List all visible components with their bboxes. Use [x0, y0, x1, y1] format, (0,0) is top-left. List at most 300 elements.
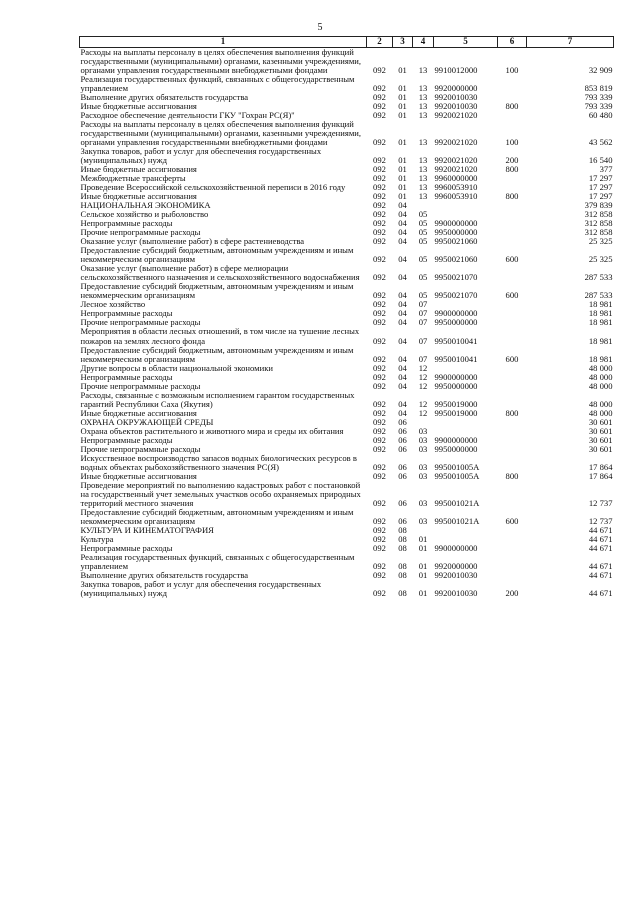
row-expense-type: 800 — [505, 101, 519, 112]
row-section: 04 — [398, 218, 407, 229]
table-row — [80, 48, 614, 76]
row-subsection: 03 — [418, 443, 428, 454]
row-expense-type — [498, 418, 527, 427]
row-section: 04 — [398, 290, 407, 301]
row-subsection: 05 — [418, 218, 428, 229]
row-subsection: 03 — [418, 461, 428, 472]
row-section: 04 — [398, 227, 407, 238]
row-name: ОХРАНА ОКРУЖАЮЩЕЙ СРЕДЫ — [80, 416, 214, 427]
row-section: 04 — [398, 335, 407, 346]
row-subsection: 13 — [418, 110, 428, 121]
row-section: 08 — [398, 542, 407, 553]
row-amount: 44 671 — [588, 560, 613, 571]
row-expense-type: 100 — [505, 137, 519, 148]
row-name: Реализация государственных функций, связанных с общегосударственным управлением — [80, 551, 355, 571]
row-subsection: 13 — [418, 83, 428, 94]
row-name: Расходы, связанные с возможным исполнением гарантом государственных гарантий Республики Саха (Якутия) — [80, 389, 355, 409]
row-amount: 377 — [599, 164, 613, 175]
table-row — [80, 526, 614, 535]
row-target-article: 9900000000 — [434, 218, 478, 229]
row-subsection: 13 — [418, 173, 428, 184]
row-section: 01 — [398, 164, 407, 175]
header-col-3: 3 — [393, 37, 413, 48]
row-target-article: 9920021020 — [434, 110, 478, 121]
row-name: Реализация государственных функций, связанных с общегосударственным управлением — [80, 74, 355, 94]
row-chapter: 092 — [373, 83, 386, 94]
row-expense-type: 800 — [505, 164, 519, 175]
row-chapter: 092 — [373, 443, 386, 454]
row-expense-type — [498, 571, 527, 580]
row-name: Предоставление субсидий бюджетным, автономным учреждениям и иным некоммерческим организациям — [80, 281, 354, 301]
row-section: 04 — [398, 317, 407, 328]
row-subsection: 01 — [418, 569, 428, 580]
table-row — [80, 391, 614, 409]
row-name: Выполнение других обязательств государства — [80, 92, 249, 103]
row-chapter: 092 — [373, 362, 386, 373]
row-name: Непрограммные расходы — [80, 218, 173, 229]
row-amount: 48 000 — [588, 380, 613, 391]
row-subsection: 12 — [418, 398, 428, 409]
row-amount: 44 671 — [588, 542, 613, 553]
row-expense-type — [498, 201, 527, 210]
row-section: 08 — [398, 569, 407, 580]
row-name: Непрограммные расходы — [80, 434, 173, 445]
row-section: 04 — [398, 209, 407, 220]
row-section: 06 — [398, 461, 407, 472]
row-section: 04 — [398, 299, 407, 310]
row-amount: 287 533 — [584, 272, 613, 283]
row-amount: 18 981 — [588, 353, 613, 364]
row-expense-type: 200 — [505, 587, 519, 598]
row-subsection: 05 — [418, 227, 428, 238]
row-name: КУЛЬТУРА И КИНЕМАТОГРАФИЯ — [80, 524, 214, 535]
row-target-article: 9920021020 — [434, 137, 478, 148]
row-expense-type: 600 — [505, 515, 519, 526]
row-target-article: 995001005А — [434, 470, 480, 481]
row-section: 01 — [398, 65, 407, 76]
row-name: Оказание услуг (выполнение работ) в сфере мелиорации сельскохозяйственного назначения и сельскохозяйственного водоснабжения — [80, 263, 360, 283]
row-name: Закупка товаров, работ и услуг для обеспечения государственных (муниципальных) нужд — [80, 146, 322, 166]
row-name: Иные бюджетные ассигнования — [80, 407, 197, 418]
row-chapter: 092 — [373, 560, 386, 571]
row-expense-type — [498, 553, 527, 571]
row-target-article: 9950021070 — [434, 290, 478, 301]
row-name: Расходное обеспечение деятельности ГКУ "Гохран РС(Я)" — [80, 110, 295, 121]
row-chapter: 092 — [373, 137, 386, 148]
row-section: 06 — [398, 434, 407, 445]
row-amount: 12 737 — [588, 515, 613, 526]
row-amount: 287 533 — [584, 290, 613, 301]
row-expense-type — [498, 219, 527, 228]
row-chapter: 092 — [373, 290, 386, 301]
row-expense-type: 200 — [505, 155, 519, 166]
row-subsection: 01 — [418, 542, 428, 553]
table-row — [80, 553, 614, 571]
row-expense-type — [498, 544, 527, 553]
row-subsection: 01 — [418, 533, 428, 544]
row-section: 01 — [398, 182, 407, 193]
row-amount: 18 981 — [588, 317, 613, 328]
row-name: Оказание услуг (выполнение работ) в сфере растениеводства — [80, 236, 305, 247]
row-chapter: 092 — [373, 533, 386, 544]
row-target-article: 9950019000 — [434, 407, 478, 418]
row-amount: 48 000 — [588, 398, 613, 409]
row-subsection: 07 — [418, 299, 428, 310]
row-amount: 793 339 — [584, 92, 613, 103]
table-row — [80, 454, 614, 472]
table-row — [80, 508, 614, 526]
row-chapter: 092 — [373, 569, 386, 580]
row-chapter: 092 — [373, 182, 386, 193]
row-amount: 30 601 — [588, 425, 613, 436]
row-section: 08 — [398, 524, 407, 535]
row-target-article: 995001005А — [434, 461, 480, 472]
row-expense-type — [498, 309, 527, 318]
row-amount: 17 864 — [588, 470, 613, 481]
row-name: Межбюджетные трансферты — [80, 173, 186, 184]
row-amount: 17 297 — [588, 182, 613, 193]
header-col-5: 5 — [434, 37, 498, 48]
row-section: 04 — [398, 362, 407, 373]
row-expense-type — [498, 237, 527, 246]
row-expense-type — [498, 382, 527, 391]
row-amount: 32 909 — [588, 65, 613, 76]
row-amount: 17 297 — [588, 173, 613, 184]
row-amount: 30 601 — [588, 434, 613, 445]
row-chapter: 092 — [373, 299, 386, 310]
row-name: Прочие непрограммные расходы — [80, 317, 201, 328]
row-amount: 30 601 — [588, 416, 613, 427]
row-expense-type — [498, 436, 527, 445]
row-chapter: 092 — [373, 416, 386, 427]
row-target-article: 9950021060 — [434, 254, 478, 265]
row-target-article: 9920000000 — [434, 560, 478, 571]
row-section: 08 — [398, 560, 407, 571]
row-chapter: 092 — [373, 200, 386, 211]
row-amount: 48 000 — [588, 407, 613, 418]
row-target-article: 9900000000 — [434, 371, 478, 382]
row-chapter: 092 — [373, 227, 386, 238]
row-target-article: 9950021060 — [434, 236, 478, 247]
row-amount: 25 325 — [588, 236, 613, 247]
row-subsection: 07 — [418, 353, 428, 364]
row-chapter: 092 — [373, 434, 386, 445]
row-subsection: 03 — [418, 515, 428, 526]
row-subsection: 03 — [418, 497, 428, 508]
row-target-article: 9920021020 — [434, 155, 478, 166]
row-target-article: 9920010030 — [434, 587, 478, 598]
row-expense-type — [498, 535, 527, 544]
row-chapter: 092 — [373, 470, 386, 481]
row-section: 06 — [398, 497, 407, 508]
row-chapter: 092 — [373, 317, 386, 328]
row-subsection: 13 — [418, 137, 428, 148]
row-name: Проведение мероприятий по выполнению кадастровых работ с постановкой на государственный учет земельных участков особо охраняемых природных территорий местного значения — [80, 479, 361, 508]
row-name: Сельское хозяйство и рыболовство — [80, 209, 209, 220]
row-expense-type — [498, 318, 527, 327]
row-name: Лесное хозяйство — [80, 299, 146, 310]
row-name: Другие вопросы в области национальной экономики — [80, 362, 273, 373]
row-section: 01 — [398, 137, 407, 148]
row-chapter: 092 — [373, 92, 386, 103]
row-section: 01 — [398, 101, 407, 112]
header-col-1: 1 — [80, 37, 367, 48]
row-target-article: 9900000000 — [434, 542, 478, 553]
row-section: 06 — [398, 515, 407, 526]
row-chapter: 092 — [373, 353, 386, 364]
row-target-article: 9950000000 — [434, 380, 478, 391]
row-target-article — [434, 201, 498, 210]
row-target-article: 9950000000 — [434, 227, 478, 238]
row-chapter: 092 — [373, 191, 386, 202]
row-target-article — [434, 418, 498, 427]
row-section: 01 — [398, 92, 407, 103]
row-amount: 312 858 — [584, 209, 613, 220]
row-name: Выполнение других обязательств государства — [80, 569, 249, 580]
row-section: 08 — [398, 533, 407, 544]
header-col-4: 4 — [413, 37, 434, 48]
row-subsection: 12 — [418, 380, 428, 391]
row-chapter: 092 — [373, 254, 386, 265]
row-expense-type: 100 — [505, 65, 519, 76]
row-section: 08 — [398, 587, 407, 598]
row-chapter: 092 — [373, 587, 386, 598]
row-subsection: 13 — [418, 182, 428, 193]
table-row — [80, 481, 614, 508]
table-header-row — [80, 37, 614, 48]
row-target-article: 9900000000 — [434, 434, 478, 445]
row-chapter: 092 — [373, 380, 386, 391]
row-target-article: 9960000000 — [434, 173, 478, 184]
row-section: 01 — [398, 155, 407, 166]
row-expense-type — [498, 75, 527, 93]
row-amount: 16 540 — [588, 155, 613, 166]
row-section: 04 — [398, 398, 407, 409]
row-name: Проведение Всероссийской сельскохозяйственной переписи в 2016 году — [80, 182, 346, 193]
row-chapter: 092 — [373, 371, 386, 382]
row-name: Мероприятия в области лесных отношений, в том числе на тушение лесных пожаров на землях лесного фонда — [80, 326, 360, 346]
row-chapter: 092 — [373, 110, 386, 121]
row-subsection: 05 — [418, 209, 428, 220]
row-name: Иные бюджетные ассигнования — [80, 164, 197, 175]
row-name: Иные бюджетные ассигнования — [80, 470, 197, 481]
row-section: 04 — [398, 353, 407, 364]
row-name: Предоставление субсидий бюджетным, автономным учреждениям и иным некоммерческим организациям — [80, 506, 354, 526]
row-name: Расходы на выплаты персоналу в целях обеспечения выполнения функций государственными (муниципальными) органами, казенными учреждениями, органами управления государственными внебюджетными фондами — [80, 47, 362, 76]
row-expense-type — [498, 327, 527, 345]
row-section: 04 — [398, 371, 407, 382]
row-amount: 60 480 — [588, 110, 613, 121]
row-expense-type — [498, 364, 527, 373]
row-chapter: 092 — [373, 65, 386, 76]
row-expense-type: 600 — [505, 254, 519, 265]
row-amount: 30 601 — [588, 443, 613, 454]
row-target-article: 9950021070 — [434, 272, 478, 283]
row-chapter: 092 — [373, 425, 386, 436]
row-chapter: 092 — [373, 218, 386, 229]
row-expense-type: 800 — [505, 407, 519, 418]
row-section: 04 — [398, 407, 407, 418]
row-subsection: 05 — [418, 272, 428, 283]
table-row — [80, 246, 614, 264]
row-target-article: 995001021А — [434, 497, 480, 508]
row-amount: 312 858 — [584, 218, 613, 229]
row-chapter: 092 — [373, 335, 386, 346]
row-expense-type — [498, 454, 527, 472]
row-subsection: 12 — [418, 371, 428, 382]
row-expense-type — [498, 373, 527, 382]
row-name: Иные бюджетные ассигнования — [80, 191, 197, 202]
row-expense-type: 600 — [505, 353, 519, 364]
row-target-article: 9920010030 — [434, 92, 478, 103]
row-name: Предоставление субсидий бюджетным, автономным учреждениям и иным некоммерческим организациям — [80, 344, 354, 364]
row-subsection: 03 — [418, 470, 428, 481]
row-section: 06 — [398, 425, 407, 436]
row-name: НАЦИОНАЛЬНАЯ ЭКОНОМИКА — [80, 200, 211, 211]
row-amount: 43 562 — [588, 137, 613, 148]
row-expense-type — [498, 526, 527, 535]
row-name: Прочие непрограммные расходы — [80, 443, 201, 454]
row-name: Расходы на выплаты персоналу в целях обеспечения выполнения функций государственными (муниципальными) органами, казенными учреждениями, органами управления государственными внебюджетными фондами — [80, 119, 362, 148]
row-target-article: 9960053910 — [434, 182, 478, 193]
row-subsection: 07 — [418, 308, 428, 319]
row-target-article: 9950000000 — [434, 317, 478, 328]
row-expense-type — [498, 228, 527, 237]
row-name: Охрана объектов растительного и животного мира и среды их обитания — [80, 425, 344, 436]
row-target-article: 9950010041 — [434, 335, 478, 346]
table-row — [80, 346, 614, 364]
row-chapter: 092 — [373, 236, 386, 247]
row-subsection: 01 — [418, 587, 428, 598]
row-amount: 793 339 — [584, 101, 613, 112]
row-amount: 48 000 — [588, 371, 613, 382]
table-row — [80, 120, 614, 147]
row-chapter: 092 — [373, 515, 386, 526]
row-name: Предоставление субсидий бюджетным, автономным учреждениям и иным некоммерческим организациям — [80, 245, 354, 265]
row-expense-type — [498, 445, 527, 454]
row-subsection: 13 — [418, 155, 428, 166]
row-amount: 18 981 — [588, 335, 613, 346]
row-name: Искусственное воспроизводство запасов водных биологических ресурсов в водных объектах рыбохозяйственного значения РС(Я) — [80, 452, 357, 472]
header-col-6: 6 — [498, 37, 527, 48]
row-target-article: 9950019000 — [434, 398, 478, 409]
row-amount: 312 858 — [584, 227, 613, 238]
row-section: 06 — [398, 470, 407, 481]
row-amount: 12 737 — [588, 497, 613, 508]
table-row — [80, 282, 614, 300]
row-expense-type: 800 — [505, 470, 519, 481]
row-chapter: 092 — [373, 308, 386, 319]
row-chapter: 092 — [373, 398, 386, 409]
row-expense-type — [498, 210, 527, 219]
row-chapter: 092 — [373, 407, 386, 418]
page-number: 5 — [317, 22, 323, 33]
row-subsection: 13 — [418, 191, 428, 202]
row-name: Непрограммные расходы — [80, 542, 173, 553]
row-subsection: 05 — [418, 254, 428, 265]
row-target-article: 9920010030 — [434, 569, 478, 580]
row-name: Непрограммные расходы — [80, 371, 173, 382]
row-name: Закупка товаров, работ и услуг для обеспечения государственных (муниципальных) нужд — [80, 578, 322, 598]
row-name: Прочие непрограммные расходы — [80, 227, 201, 238]
row-name: Непрограммные расходы — [80, 308, 173, 319]
row-section: 06 — [398, 443, 407, 454]
row-amount: 44 671 — [588, 569, 613, 580]
row-section: 04 — [398, 236, 407, 247]
row-name: Прочие непрограммные расходы — [80, 380, 201, 391]
row-section: 01 — [398, 191, 407, 202]
row-amount: 44 671 — [588, 524, 613, 535]
row-subsection: 07 — [418, 335, 428, 346]
row-section: 04 — [398, 308, 407, 319]
row-amount: 17 297 — [588, 191, 613, 202]
row-chapter: 092 — [373, 524, 386, 535]
row-expense-type — [498, 391, 527, 409]
row-subsection: 13 — [418, 65, 428, 76]
row-section: 04 — [398, 254, 407, 265]
row-amount: 44 671 — [588, 587, 613, 598]
row-subsection: 13 — [418, 164, 428, 175]
row-amount: 48 000 — [588, 362, 613, 373]
row-subsection: 12 — [418, 362, 428, 373]
row-target-article: 9920010030 — [434, 101, 478, 112]
row-section: 04 — [398, 272, 407, 283]
header-col-2: 2 — [367, 37, 393, 48]
row-chapter: 092 — [373, 497, 386, 508]
row-expense-type — [498, 174, 527, 183]
table-body — [80, 48, 614, 598]
row-expense-type — [498, 481, 527, 508]
row-subsection: 01 — [418, 560, 428, 571]
row-target-article: 9960053910 — [434, 191, 478, 202]
row-name: Иные бюджетные ассигнования — [80, 101, 197, 112]
row-chapter: 092 — [373, 272, 386, 283]
row-section: 01 — [398, 110, 407, 121]
row-target-article: 9950010041 — [434, 353, 478, 364]
row-subsection: 03 — [418, 434, 428, 445]
row-chapter: 092 — [373, 209, 386, 220]
budget-table — [79, 36, 614, 598]
row-section: 06 — [398, 416, 407, 427]
row-chapter: 092 — [373, 461, 386, 472]
row-subsection: 05 — [418, 290, 428, 301]
row-amount: 17 864 — [588, 461, 613, 472]
row-subsection: 13 — [418, 92, 428, 103]
row-section: 01 — [398, 83, 407, 94]
row-amount: 44 671 — [588, 533, 613, 544]
row-expense-type: 600 — [505, 290, 519, 301]
row-subsection: 03 — [418, 425, 428, 436]
table-row — [80, 327, 614, 345]
row-amount: 18 981 — [588, 308, 613, 319]
row-expense-type: 800 — [505, 191, 519, 202]
row-amount: 853 819 — [584, 83, 613, 94]
table-row — [80, 264, 614, 282]
row-amount: 25 325 — [588, 254, 613, 265]
row-expense-type — [498, 300, 527, 309]
row-target-article: 9910012000 — [434, 65, 478, 76]
row-subsection: 12 — [418, 407, 428, 418]
header-col-7: 7 — [527, 37, 614, 48]
row-section: 01 — [398, 173, 407, 184]
row-target-article: 9920021020 — [434, 164, 478, 175]
row-expense-type — [498, 111, 527, 120]
row-name: Культура — [80, 533, 114, 544]
row-chapter: 092 — [373, 164, 386, 175]
row-expense-type — [498, 427, 527, 436]
row-chapter: 092 — [373, 155, 386, 166]
row-subsection: 07 — [418, 317, 428, 328]
